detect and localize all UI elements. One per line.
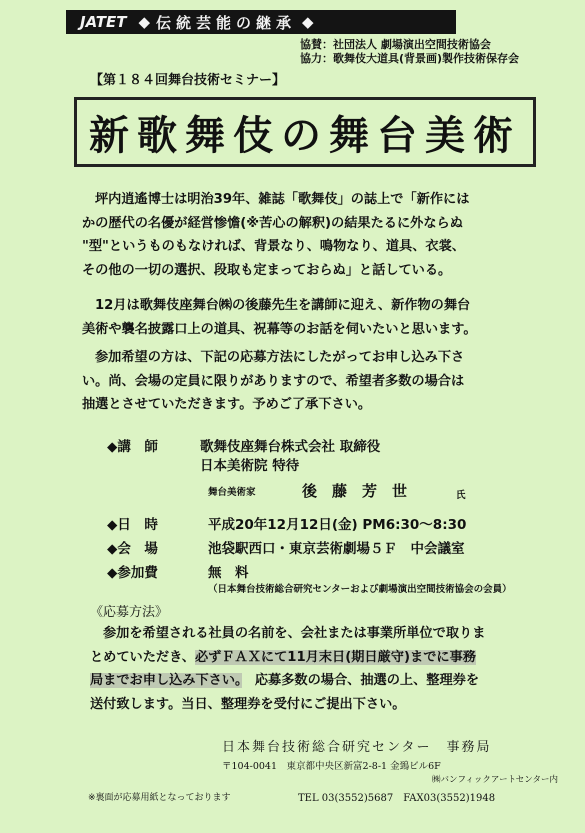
lecturer-org: 歌舞伎座舞台株式会社 取締役 [200, 439, 381, 455]
intro-line: その他の一切の選択、段取も定まっておらぬ」と話している。 [82, 262, 452, 278]
banner-text: 伝統芸能の継承 [156, 13, 297, 32]
fee-value: 無 料 [208, 565, 249, 581]
diamond-icon: ◆ [138, 13, 151, 31]
intro-line: "型"というものもなければ、背景なり、鳴物なり、道具、衣裳、 [82, 239, 465, 254]
footer-address-2: ㈱バンフィックアートセンター内 [432, 775, 558, 785]
seminar-number: 【第１８４回舞台技術セミナー】 [90, 73, 286, 88]
cooperation-line: 協力：歌舞伎大道具(背景画)製作技術保存会 [300, 52, 520, 65]
apply-section [90, 622, 550, 716]
lecturer-org-2: 日本美術院 特待 [200, 458, 300, 474]
apply-line: 参加を希望される社員の名前を、会社または事業所単位で取りま [103, 626, 486, 641]
intro-line: 12月は歌舞伎座舞台㈱の後藤先生を講師に迎え、新作物の舞台 [95, 298, 471, 313]
date-value: 平成20年12月12日(金) PM6:30～8:30 [208, 517, 467, 533]
footer-note: ※裏面が応募用紙となっております [88, 793, 231, 803]
footer-address: 〒104-0041 東京都中央区新富2-8-1 金鵄ビル6F [222, 761, 441, 772]
lecturer-suffix: 氏 [456, 490, 466, 501]
apply-text: 応募多数の場合、抽選の上、整理券を [254, 673, 480, 688]
intro-line: 美術や襲名披露口上の道具、祝幕等のお話を伺いたいと思います。 [82, 321, 477, 337]
venue-value: 池袋駅西口・東京芸術劇場５Ｆ 中会議室 [208, 541, 465, 557]
apply-highlight: 必ずＦＡＸにて11月末日(期日厳守)までに事務 [194, 649, 476, 665]
intro-line: い。尚、会場の定員に限りがありますので、希望者多数の場合は [82, 373, 465, 389]
header-banner [66, 10, 456, 34]
intro-paragraph-1 [82, 188, 532, 282]
apply-line [90, 669, 550, 693]
apply-heading: 《応募方法》 [90, 605, 169, 620]
date-label: ◆日 時 [107, 517, 158, 533]
title-box [74, 97, 536, 167]
apply-line: 送付致します。当日、整理券を受付にご提出下さい。 [90, 696, 406, 712]
fee-label: ◆参加費 [107, 565, 158, 581]
intro-line: 坪内逍遙博士は明治39年、雑誌「歌舞伎」の誌上で「新作には [95, 192, 470, 207]
fee-note: （日本舞台技術総合研究センターおよび劇場演出空間技術協会の会員） [208, 584, 512, 595]
footer-org: 日本舞台技術総合研究センター 事務局 [222, 740, 492, 755]
brand-logo: JATET [80, 13, 127, 31]
lecturer-label: ◆講 師 [107, 439, 158, 455]
page-title: 新歌舞伎の舞台美術 [89, 111, 521, 159]
lecturer-role: 舞台美術家 [208, 487, 256, 498]
intro-paragraph-2 [82, 294, 532, 341]
intro-paragraph-3 [82, 346, 532, 417]
sponsor-line: 協賛：社団法人 劇場演出空間技術協会 [300, 38, 491, 51]
diamond-icon: ◆ [302, 13, 314, 31]
apply-line [90, 646, 550, 670]
intro-line: 抽選とさせていただきます。予めご了承下さい。 [82, 397, 372, 412]
intro-line: 参加希望の方は、下記の応募方法にしたがってお申し込み下さ [95, 350, 465, 365]
lecturer-name: 後 藤 芳 世 [302, 482, 408, 500]
apply-highlight: 局までお申し込み下さい。 [90, 673, 242, 688]
apply-text: とめていただき、 [90, 649, 195, 665]
intro-line: かの歴代の名優が経営惨憺(※苦心の解釈)の結果たるに外ならぬ [82, 215, 463, 231]
footer-tel: TEL 03(3552)5687 FAX03(3552)1948 [298, 793, 496, 804]
venue-label: ◆会 場 [107, 541, 158, 557]
